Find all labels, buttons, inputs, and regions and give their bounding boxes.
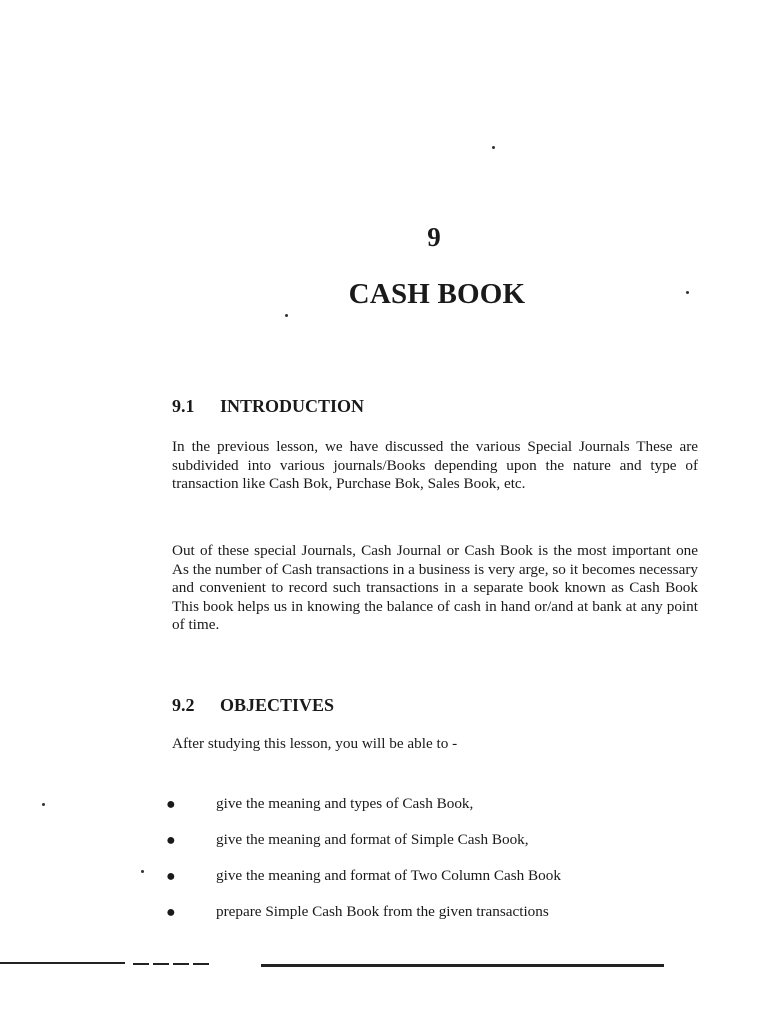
list-item — [166, 866, 706, 902]
footer-divider-dashed — [133, 963, 209, 965]
section-number: 9.1 — [172, 396, 195, 416]
list-item — [166, 794, 706, 830]
section-number: 9.2 — [172, 695, 195, 715]
objective-text: give the meaning and format of Simple Cash Book, — [216, 831, 529, 848]
scan-speck — [141, 870, 144, 873]
objectives-list — [166, 794, 706, 938]
objectives-intro: After studying this lesson, you will be able to - — [172, 735, 458, 752]
footer-divider-left — [0, 962, 125, 964]
chapter-number: 9 — [427, 222, 441, 252]
objective-text: give the meaning and format of Two Column Cash Book — [216, 867, 561, 884]
bullet-icon: ● — [166, 868, 176, 885]
bullet-icon: ● — [166, 904, 176, 921]
section-title: INTRODUCTION — [220, 396, 365, 416]
scan-speck — [492, 146, 495, 149]
section-heading-introduction — [172, 396, 364, 417]
list-item — [166, 830, 706, 866]
bullet-icon: ● — [166, 832, 176, 849]
scan-speck — [42, 803, 45, 806]
section-title: OBJECTIVES — [220, 695, 335, 715]
scan-speck — [285, 314, 288, 317]
objective-text: prepare Simple Cash Book from the given transactions — [216, 903, 549, 920]
section-heading-objectives — [172, 695, 334, 716]
footer-divider-right — [261, 964, 664, 967]
bullet-icon: ● — [166, 796, 176, 813]
chapter-title: CASH BOOK — [348, 278, 526, 310]
scan-speck — [686, 291, 689, 294]
objective-text: give the meaning and types of Cash Book, — [216, 795, 474, 812]
list-item — [166, 902, 706, 938]
intro-paragraph-1: In the previous lesson, we have discussed the various Special Journals These are subdivided into various journals/Books depending upon the nature and type of transaction like Cash Bok, Purchase Bok, Sales Book, etc. — [172, 438, 698, 492]
intro-paragraph-2: Out of these special Journals, Cash Journal or Cash Book is the most important one As the number of Cash transactions in a business is very arge, so it becomes necessary and convenient to record such transactions in a separate book known as Cash Book This book helps us in knowing the balance of cash in hand or/and at bank at any point of time. — [172, 542, 698, 633]
